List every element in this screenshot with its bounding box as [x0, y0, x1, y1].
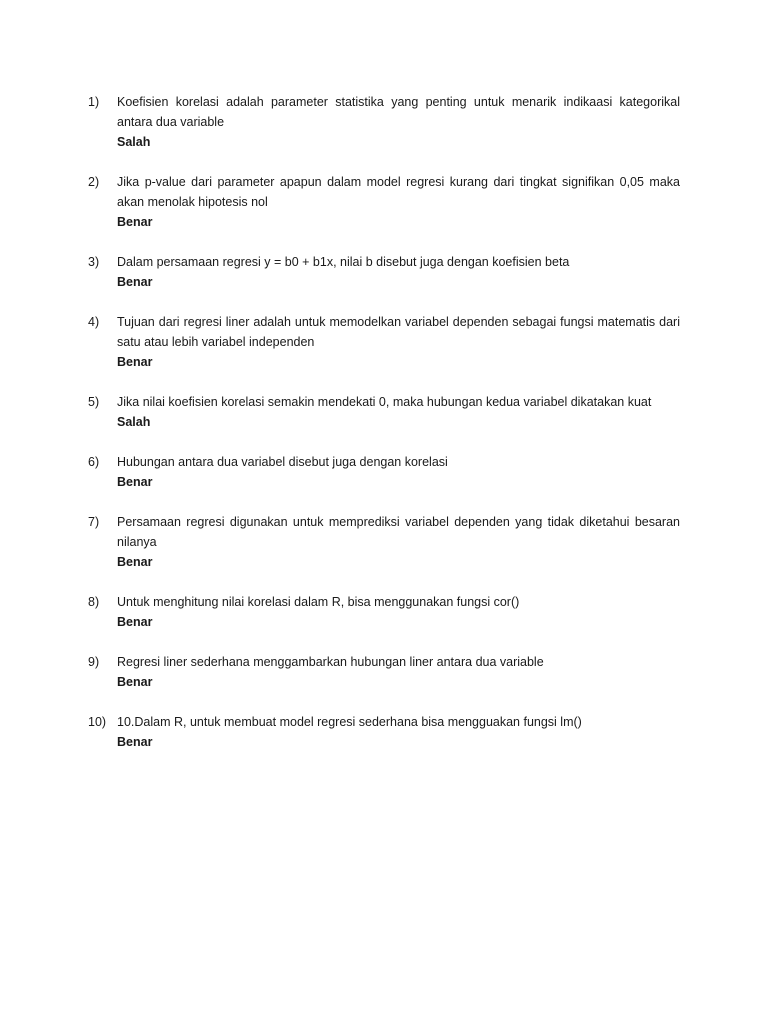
- question-text: Untuk menghitung nilai korelasi dalam R, bisa menggunakan fungsi cor(): [117, 595, 520, 609]
- question-text: Jika nilai koefisien korelasi semakin mendekati 0, maka hubungan kedua variabel dikatakan kuat: [117, 395, 652, 409]
- question-number: 4): [88, 315, 100, 329]
- question-answer: Benar: [117, 475, 153, 489]
- question-text: Tujuan dari regresi liner adalah untuk memodelkan variabel dependen sebagai fungsi matematis dari satu atau lebih variabel independen: [117, 315, 680, 349]
- question-number: 9): [88, 655, 100, 669]
- question-answer: Benar: [117, 675, 153, 689]
- question-text: Hubungan antara dua variabel disebut juga dengan korelasi: [117, 455, 448, 469]
- question-text: Dalam persamaan regresi y = b0 + b1x, nilai b disebut juga dengan koefisien beta: [117, 255, 570, 269]
- question-answer: Salah: [117, 415, 151, 429]
- question-number: 1): [88, 95, 100, 109]
- question-number: 5): [88, 395, 100, 409]
- question-answer: Benar: [117, 615, 153, 629]
- question-number: 2): [88, 175, 100, 189]
- question-number: 6): [88, 455, 100, 469]
- question-item: [88, 172, 680, 232]
- question-text: 10.Dalam R, untuk membuat model regresi sederhana bisa mengguakan fungsi lm(): [117, 715, 582, 729]
- question-item: [88, 392, 680, 432]
- question-number: 8): [88, 595, 100, 609]
- question-number: 10): [88, 715, 107, 729]
- question-item: [88, 652, 680, 692]
- question-answer: Benar: [117, 275, 153, 289]
- question-answer: Benar: [117, 555, 153, 569]
- question-item: [88, 252, 680, 292]
- question-text: Persamaan regresi digunakan untuk memprediksi variabel dependen yang tidak diketahui besaran nilanya: [117, 515, 680, 549]
- question-text: Jika p-value dari parameter apapun dalam model regresi kurang dari tingkat signifikan 0,05 maka akan menolak hipotesis nol: [117, 175, 680, 209]
- question-text: Regresi liner sederhana menggambarkan hubungan liner antara dua variable: [117, 655, 544, 669]
- question-list: [88, 92, 680, 772]
- question-number: 3): [88, 255, 100, 269]
- question-answer: Benar: [117, 355, 153, 369]
- question-item: [88, 92, 680, 152]
- question-text: Koefisien korelasi adalah parameter statistika yang penting untuk menarik indikaasi kategorikal antara dua variable: [117, 95, 680, 129]
- question-item: [88, 512, 680, 572]
- question-answer: Benar: [117, 215, 153, 229]
- question-answer: Salah: [117, 135, 151, 149]
- question-item: [88, 452, 680, 492]
- question-number: 7): [88, 515, 100, 529]
- question-item: [88, 592, 680, 632]
- question-item: [88, 312, 680, 372]
- question-item: [88, 712, 680, 752]
- question-answer: Benar: [117, 735, 153, 749]
